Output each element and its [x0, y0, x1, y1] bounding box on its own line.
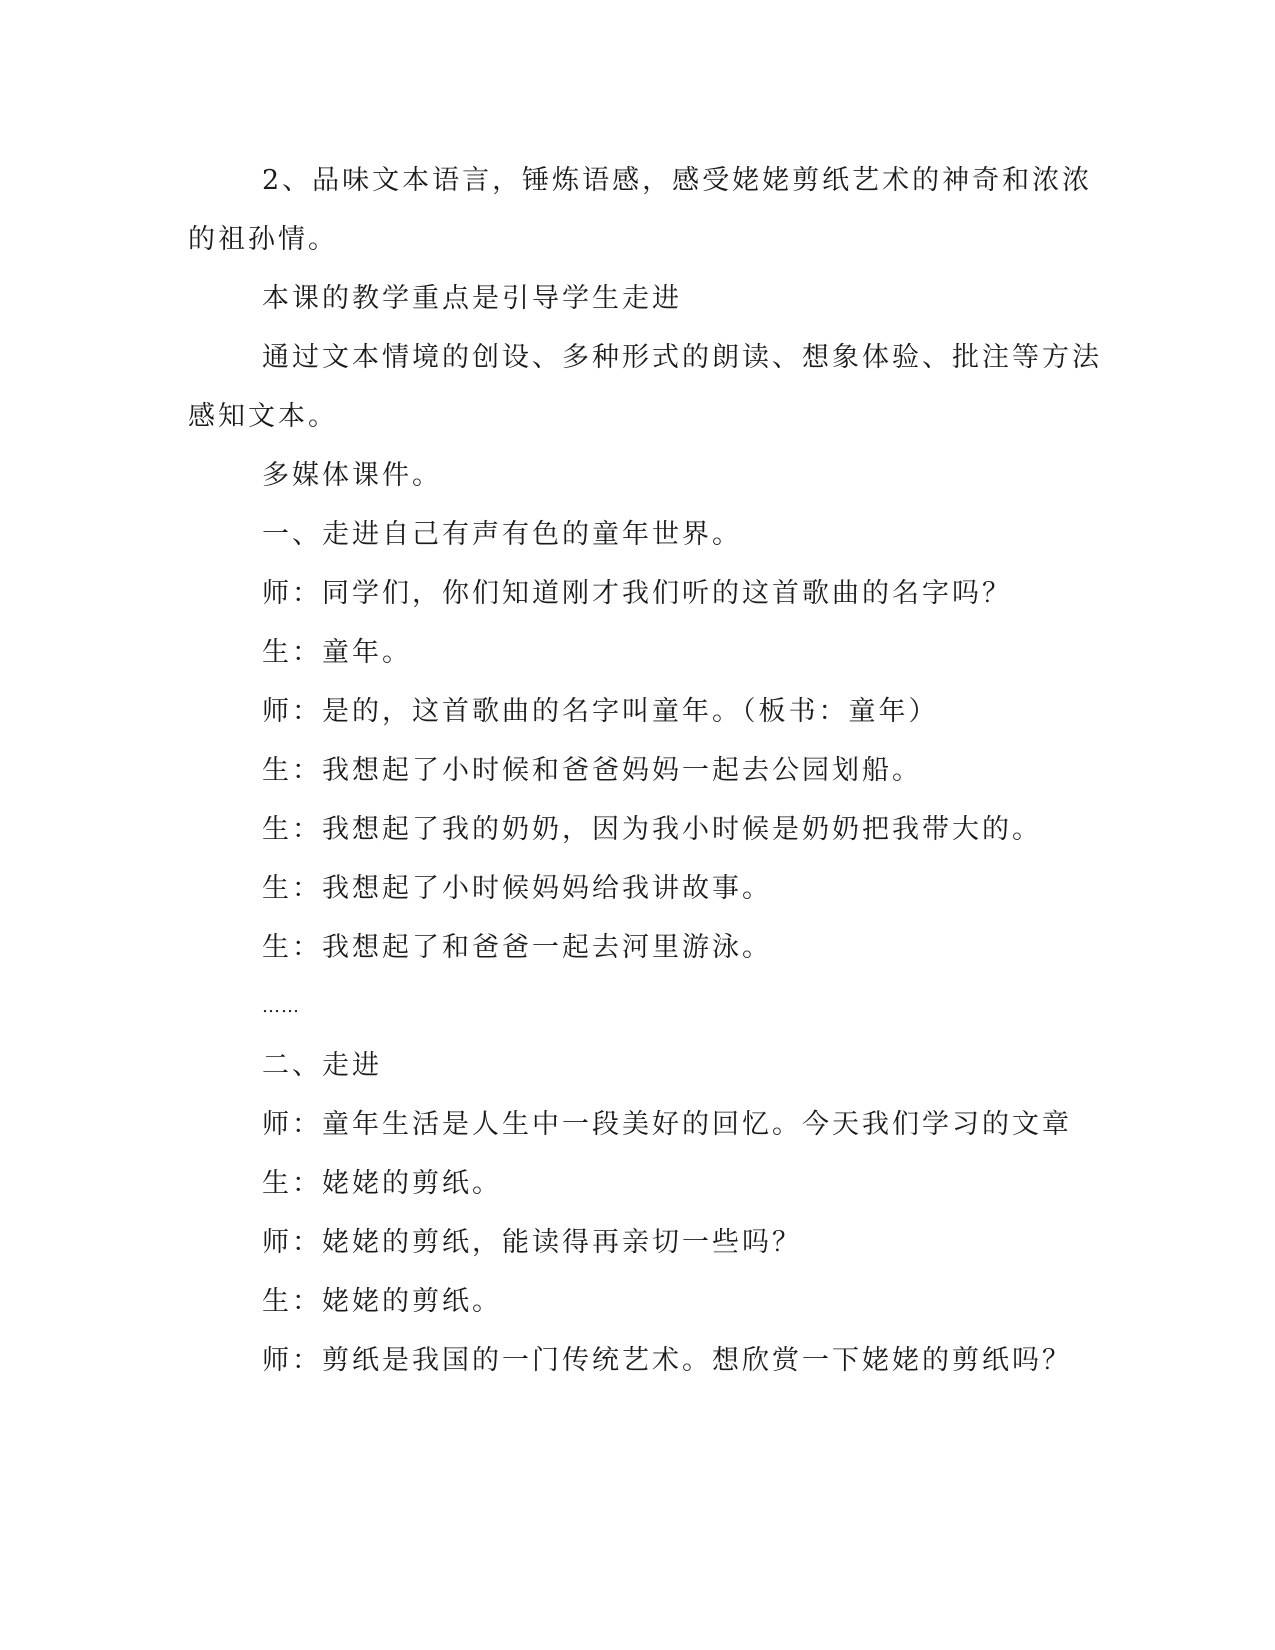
paragraph-materials: 多媒体课件。	[262, 460, 442, 491]
dialogue-line: 生：姥姥的剪纸。	[262, 1168, 502, 1199]
dialogue-line: 师：童年生活是人生中一段美好的回忆。今天我们学习的文章	[262, 1109, 1072, 1140]
section-heading-2: 二、走进	[262, 1050, 382, 1081]
dialogue-line: 生：姥姥的剪纸。	[262, 1286, 502, 1317]
paragraph-method-continued: 感知文本。	[188, 401, 338, 432]
section-heading-1: 一、走进自己有声有色的童年世界。	[262, 519, 742, 550]
paragraph-goal-2: 2、品味文本语言，锤炼语感，感受姥姥剪纸艺术的神奇和浓浓	[262, 165, 1093, 196]
dialogue-line: 生：童年。	[262, 637, 412, 668]
dialogue-line: 生：我想起了我的奶奶，因为我小时候是奶奶把我带大的。	[262, 814, 1042, 845]
dialogue-line: 生：我想起了小时候妈妈给我讲故事。	[262, 873, 772, 904]
dialogue-line: 师：同学们，你们知道刚才我们听的这首歌曲的名字吗？	[262, 578, 1012, 609]
paragraph-method: 通过文本情境的创设、多种形式的朗读、想象体验、批注等方法	[262, 342, 1102, 373]
paragraph-goal-2-continued: 的祖孙情。	[188, 224, 338, 255]
dialogue-line: 生：我想起了和爸爸一起去河里游泳。	[262, 932, 772, 963]
ellipsis-line: ……	[262, 996, 300, 1017]
paragraph-key-point: 本课的教学重点是引导学生走进	[262, 283, 682, 314]
dialogue-line: 师：姥姥的剪纸，能读得再亲切一些吗？	[262, 1227, 802, 1258]
dialogue-line: 师：剪纸是我国的一门传统艺术。想欣赏一下姥姥的剪纸吗？	[262, 1345, 1072, 1376]
dialogue-line: 生：我想起了小时候和爸爸妈妈一起去公园划船。	[262, 755, 922, 786]
dialogue-line: 师：是的，这首歌曲的名字叫童年。（板书：童年）	[262, 696, 939, 727]
